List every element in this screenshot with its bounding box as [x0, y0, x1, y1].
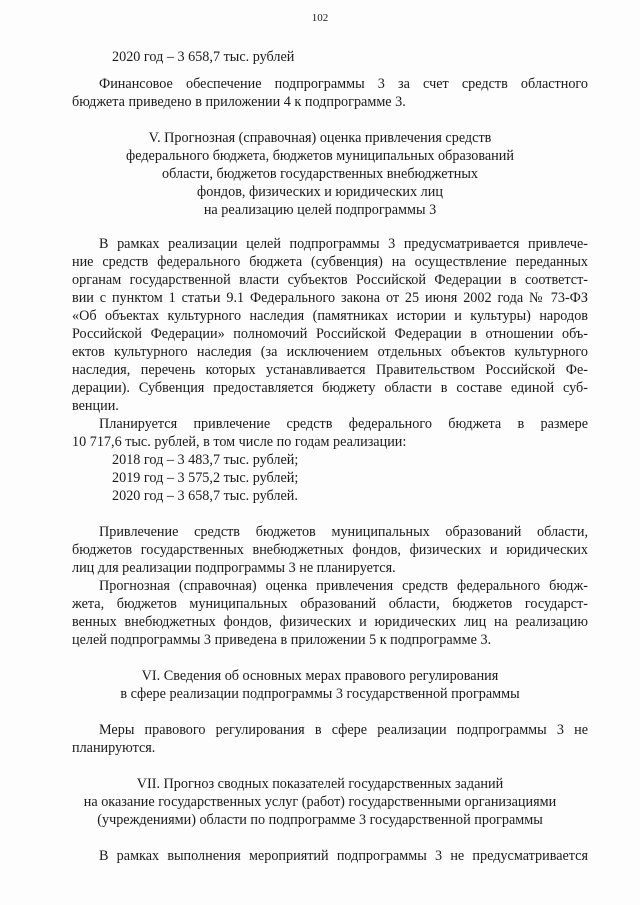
text-line: В рамках выполнения мероприятий подпрограммы 3 не предусматривается	[99, 848, 588, 864]
text-line: венции.	[72, 398, 119, 414]
section-heading: фондов, физических и юридических лиц	[197, 184, 443, 200]
text-line: Привлечение средств бюджетов муниципальных образований области,	[99, 524, 588, 540]
text-line: 2020 год – 3 658,7 тыс. рублей	[112, 49, 295, 65]
text-line: жета, бюджетов муниципальных образований области, бюджетов государст-	[72, 596, 588, 612]
text-line: дерации). Субвенция предоставляется бюджету области в составе единой суб-	[72, 380, 588, 396]
text-line: Российской Федерации» полномочий Российской Федерации в отношении объ-	[72, 326, 588, 342]
section-heading: области, бюджетов государственных внебюджетных	[162, 166, 478, 182]
text-line: бюджета приведено в приложении 4 к подпрограмме 3.	[72, 94, 406, 110]
text-line: Прогнозная (справочная) оценка привлечения средств федерального бюдж-	[99, 578, 588, 594]
page-number: 102	[311, 12, 329, 24]
text-line: ние средств федерального бюджета (субвенция) на осуществление переданных	[72, 254, 588, 270]
text-line: «Об объектах культурного наследия (памятниках истории и культуры) народов	[72, 308, 588, 324]
text-line: Меры правового регулирования в сфере реализации подпрограммы 3 не	[99, 722, 588, 738]
text-line: Финансовое обеспечение подпрограммы 3 за счет средств областного	[99, 76, 588, 92]
section-heading: на оказание государственных услуг (работ) государственными организациями	[83, 794, 557, 810]
text-line: планируются.	[72, 740, 156, 756]
text-line: ектов культурного наследия (за исключением отдельных объектов культурного	[72, 344, 588, 360]
section-heading: V. Прогнозная (справочная) оценка привлечения средств	[148, 130, 492, 146]
section-heading: VI. Сведения об основных мерах правового регулирования	[141, 668, 499, 684]
text-line: 2018 год – 3 483,7 тыс. рублей;	[112, 452, 299, 468]
text-line: 10 717,6 тыс. рублей, в том числе по годам реализации:	[72, 434, 407, 450]
text-line: наследия, перечень которых устанавливается Правительством Российской Фе-	[72, 362, 588, 378]
section-heading: федерального бюджета, бюджетов муниципальных образований	[126, 148, 514, 164]
text-line: В рамках реализации целей подпрограммы 3 предусматривается привлече-	[99, 236, 588, 252]
text-line: бюджетов государственных внебюджетных фондов, физических и юридических	[72, 542, 588, 558]
section-heading: VII. Прогноз сводных показателей государственных заданий	[136, 776, 504, 792]
section-heading: (учреждениями) области по подпрограмме 3 государственной программы	[97, 812, 543, 828]
text-line: лиц для реализации подпрограммы 3 не планируется.	[72, 560, 396, 576]
text-line: целей подпрограммы 3 приведена в приложении 5 к подпрограмме 3.	[72, 632, 492, 648]
text-line: Планируется привлечение средств федерального бюджета в размере	[99, 416, 588, 432]
text-line: органам государственной власти субъектов Российской Федерации в соответст-	[72, 272, 588, 288]
section-heading: на реализацию целей подпрограммы 3	[203, 202, 437, 218]
text-line: вии с пунктом 1 статьи 9.1 Федерального закона от 25 июня 2002 года № 73-ФЗ	[72, 290, 588, 306]
text-line: венных внебюджетных фондов, физических и юридических лиц на реализацию	[72, 614, 588, 630]
text-line: 2020 год – 3 658,7 тыс. рублей.	[112, 488, 298, 504]
section-heading: в сфере реализации подпрограммы 3 государственной программы	[120, 686, 520, 702]
text-line: 2019 год – 3 575,2 тыс. рублей;	[112, 470, 299, 486]
